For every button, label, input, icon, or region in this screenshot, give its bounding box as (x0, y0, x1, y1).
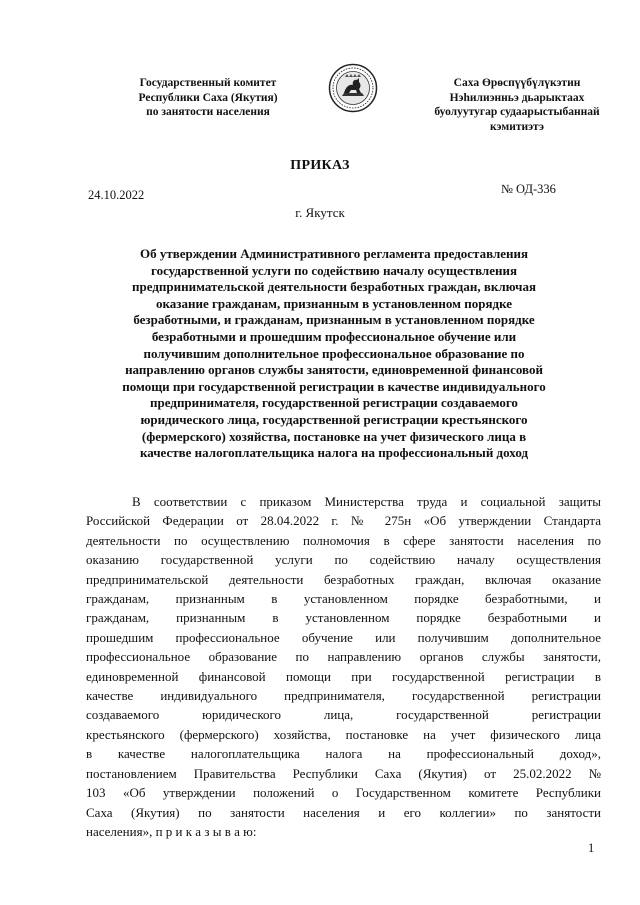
heading-line: Об утверждении Административного регламента предоставления (139, 246, 529, 261)
left-org-line: Республики Саха (Якутия) (138, 91, 278, 104)
right-org-line: кэмитиэтэ (490, 120, 544, 133)
body-line: прошедшим профессиональное обучение или получившим дополнительное (86, 629, 601, 645)
order-city: г. Якутск (295, 205, 345, 220)
order-number: № ОД-336 (501, 182, 556, 196)
body-line: гражданам, признанным в установленном порядке безработными, и (86, 591, 601, 607)
heading-line: направлению органов службы занятости, единовременной финансовой (125, 362, 543, 378)
right-organization-name (398, 76, 636, 134)
coat-of-arms-icon (328, 63, 378, 113)
body-line: создаваемого юридического лица, государственной регистрации (86, 707, 601, 723)
body-line: оказанию государственной услуги по содействию началу осуществления (86, 552, 601, 568)
heading-line: предпринимателя, государственной регистрации создаваемого (150, 395, 518, 411)
right-org-line: буолуутугар судаарыстыбаннай (434, 106, 600, 118)
body-line: гражданам, признанным в установленном порядке безработными и (86, 610, 601, 626)
body-line: В соответствии с приказом Министерства труда и социальной защиты (132, 494, 601, 509)
body-line: единовременной финансовой помощи при государственной регистрации в (86, 668, 601, 684)
left-organization-name (108, 76, 308, 120)
body-line: деятельности по осуществлению полномочия в сфере занятости населения по (86, 532, 601, 548)
order-body-paragraph (86, 492, 601, 841)
body-line: качестве индивидуального предпринимателя, государственной регистрации (86, 688, 601, 704)
heading-line: безработными, и гражданам, признанным в установленном порядке (133, 312, 535, 328)
document-title: ПРИКАЗ (290, 158, 350, 173)
body-line: крестьянского (фермерского) хозяйства, постановке на учет физического лица (86, 726, 601, 742)
heading-line: государственной услуги по содействию началу осуществления (150, 262, 517, 278)
body-line: Российской Федерации от 28.04.2022 г. № 275н «Об утверждении Стандарта (86, 513, 601, 529)
heading-line: (фермерского) хозяйства, постановке на учет физического лица в (141, 428, 527, 444)
body-line: 103 «Об утверждении положений о Государственном комитете Республики (86, 785, 601, 801)
heading-line: предпринимательской деятельности безработных граждан, включая (132, 279, 536, 295)
body-line: предпринимательской деятельности безработных граждан, включая оказание (86, 571, 601, 587)
body-line: Саха (Якутия) по занятости населения и его коллегии» по занятости (86, 804, 601, 820)
left-org-line: Государственный комитет (139, 77, 277, 89)
right-org-line: Нэһилиэнньэ дьарыктаах (449, 91, 585, 104)
right-org-line: Саха Өрөспүүбүлүкэтин (453, 77, 581, 89)
left-org-line: по занятости населения (146, 106, 270, 118)
body-line: в качестве налогоплательщика налога на профессиональный доход», (86, 746, 601, 762)
order-heading (86, 246, 582, 462)
heading-line: качестве налогоплательщика налога на профессиональный доход (139, 445, 529, 461)
heading-line: юридического лица, государственной регистрации крестьянского (140, 411, 528, 427)
heading-line: безработными и прошедшим профессиональное обучение или (151, 328, 517, 344)
page-number: 1 (588, 841, 595, 855)
body-line: населения», п р и к а з ы в а ю: (86, 823, 257, 839)
body-line: профессиональное образование по направлению органов службы занятости, (86, 649, 601, 665)
heading-line: оказание гражданам, признанным в установленном порядке (155, 295, 513, 311)
order-date: 24.10.2022 (88, 188, 145, 202)
heading-line: получившим дополнительное профессиональное образование по (143, 345, 525, 361)
body-line: постановлением Правительства Республики Саха (Якутия) от 25.02.2022 № (86, 765, 601, 781)
heading-line: помощи при государственной регистрации в качестве индивидуального (122, 378, 546, 394)
